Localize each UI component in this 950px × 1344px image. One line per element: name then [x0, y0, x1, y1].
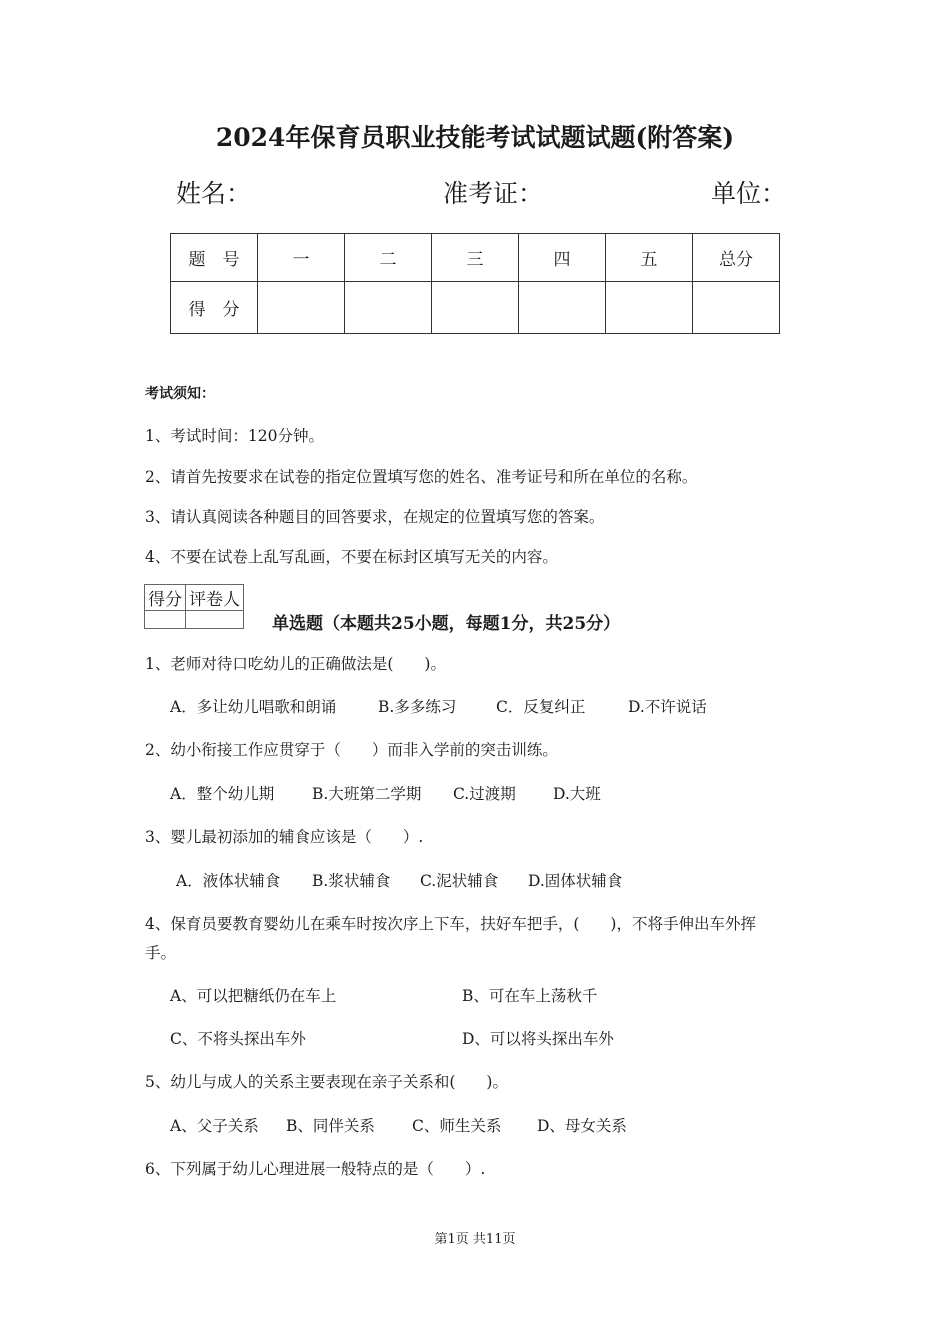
page-footer: 第1页 共11页: [434, 1232, 516, 1247]
score-cell: 五: [606, 234, 693, 282]
question-stem: 2、幼小衔接工作应贯穿于（ ）而非入学前的突击训练。: [145, 741, 558, 759]
score-cell: 四: [519, 234, 606, 282]
exam-id-label: 准考证：: [443, 179, 544, 208]
notice-item: 4、不要在试卷上乱写乱画，不要在标封区填写无关的内容。: [145, 548, 558, 566]
question-stem: 1、老师对待口吃幼儿的正确做法是( )。: [145, 655, 446, 673]
section-title: 单选题（本题共25小题，每题1分，共25分）: [272, 614, 621, 634]
question-option: B.大班第二学期: [312, 785, 422, 803]
grader-score-cell: [145, 611, 186, 629]
question-option: A．液体状辅食: [176, 872, 281, 890]
score-cell: 总分: [693, 234, 780, 282]
question-stem: 6、下列属于幼儿心理进展一般特点的是（ ）.: [145, 1160, 486, 1178]
score-table: [170, 233, 780, 334]
question-stem: 5、幼儿与成人的关系主要表现在亲子关系和( )。: [145, 1073, 508, 1091]
grader-reviewer-label: 评卷人: [186, 585, 244, 611]
question-option: B、可在车上荡秋千: [462, 987, 598, 1005]
question-option: D.大班: [553, 785, 601, 803]
notice-heading: 考试须知：: [145, 386, 215, 402]
notice-item: 2、请首先按要求在试卷的指定位置填写您的姓名、准考证号和所在单位的名称。: [145, 468, 698, 486]
grader-reviewer-cell: [186, 611, 244, 629]
score-table-score-row: [171, 282, 780, 334]
question-stem-continued: 手。: [145, 944, 177, 962]
score-table-header-row: [171, 234, 780, 282]
question-stem: 4、保育员要教育婴幼儿在乘车时按次序上下车，扶好车把手，( )，不将手伸出车外挥: [145, 915, 756, 933]
question-option: D.不许说话: [628, 698, 707, 716]
grader-score-label: 得分: [145, 585, 186, 611]
score-cell: 一: [258, 234, 345, 282]
notice-item: 3、请认真阅读各种题目的回答要求，在规定的位置填写您的答案。: [145, 508, 605, 526]
question-option: D、母女关系: [537, 1117, 627, 1135]
question-option: C、不将头探出车外: [170, 1030, 306, 1048]
score-cell: [345, 282, 432, 334]
unit-label: 单位：: [711, 179, 787, 208]
question-option: B.浆状辅食: [312, 872, 391, 890]
question-option: B.多多练习: [378, 698, 457, 716]
name-label: 姓名：: [176, 179, 252, 208]
question-option: B、同伴关系: [286, 1117, 375, 1135]
question-option: A．整个幼儿期: [170, 785, 275, 803]
notice-item: 1、考试时间：120分钟。: [145, 427, 324, 445]
score-cell: [606, 282, 693, 334]
score-cell: [519, 282, 606, 334]
question-option: A．多让幼儿唱歌和朗诵: [170, 698, 337, 716]
score-cell: 二: [345, 234, 432, 282]
question-option: C.泥状辅食: [420, 872, 499, 890]
score-cell: 三: [432, 234, 519, 282]
question-option: C、师生关系: [412, 1117, 502, 1135]
score-cell: 题 号: [171, 234, 258, 282]
score-cell: 得 分: [171, 282, 258, 334]
score-cell: [693, 282, 780, 334]
score-cell: [432, 282, 519, 334]
question-stem: 3、婴儿最初添加的辅食应该是（ ）.: [145, 828, 424, 846]
question-option: A、可以把糖纸仍在车上: [170, 987, 337, 1005]
question-option: C.过渡期: [453, 785, 516, 803]
question-option: D、可以将头探出车外: [462, 1030, 614, 1048]
document-title: 2024年保育员职业技能考试试题试题(附答案): [215, 123, 735, 152]
score-cell: [258, 282, 345, 334]
question-option: C．反复纠正: [496, 698, 586, 716]
question-option: A、父子关系: [170, 1117, 259, 1135]
grader-box: [144, 584, 244, 629]
question-option: D.固体状辅食: [528, 872, 623, 890]
